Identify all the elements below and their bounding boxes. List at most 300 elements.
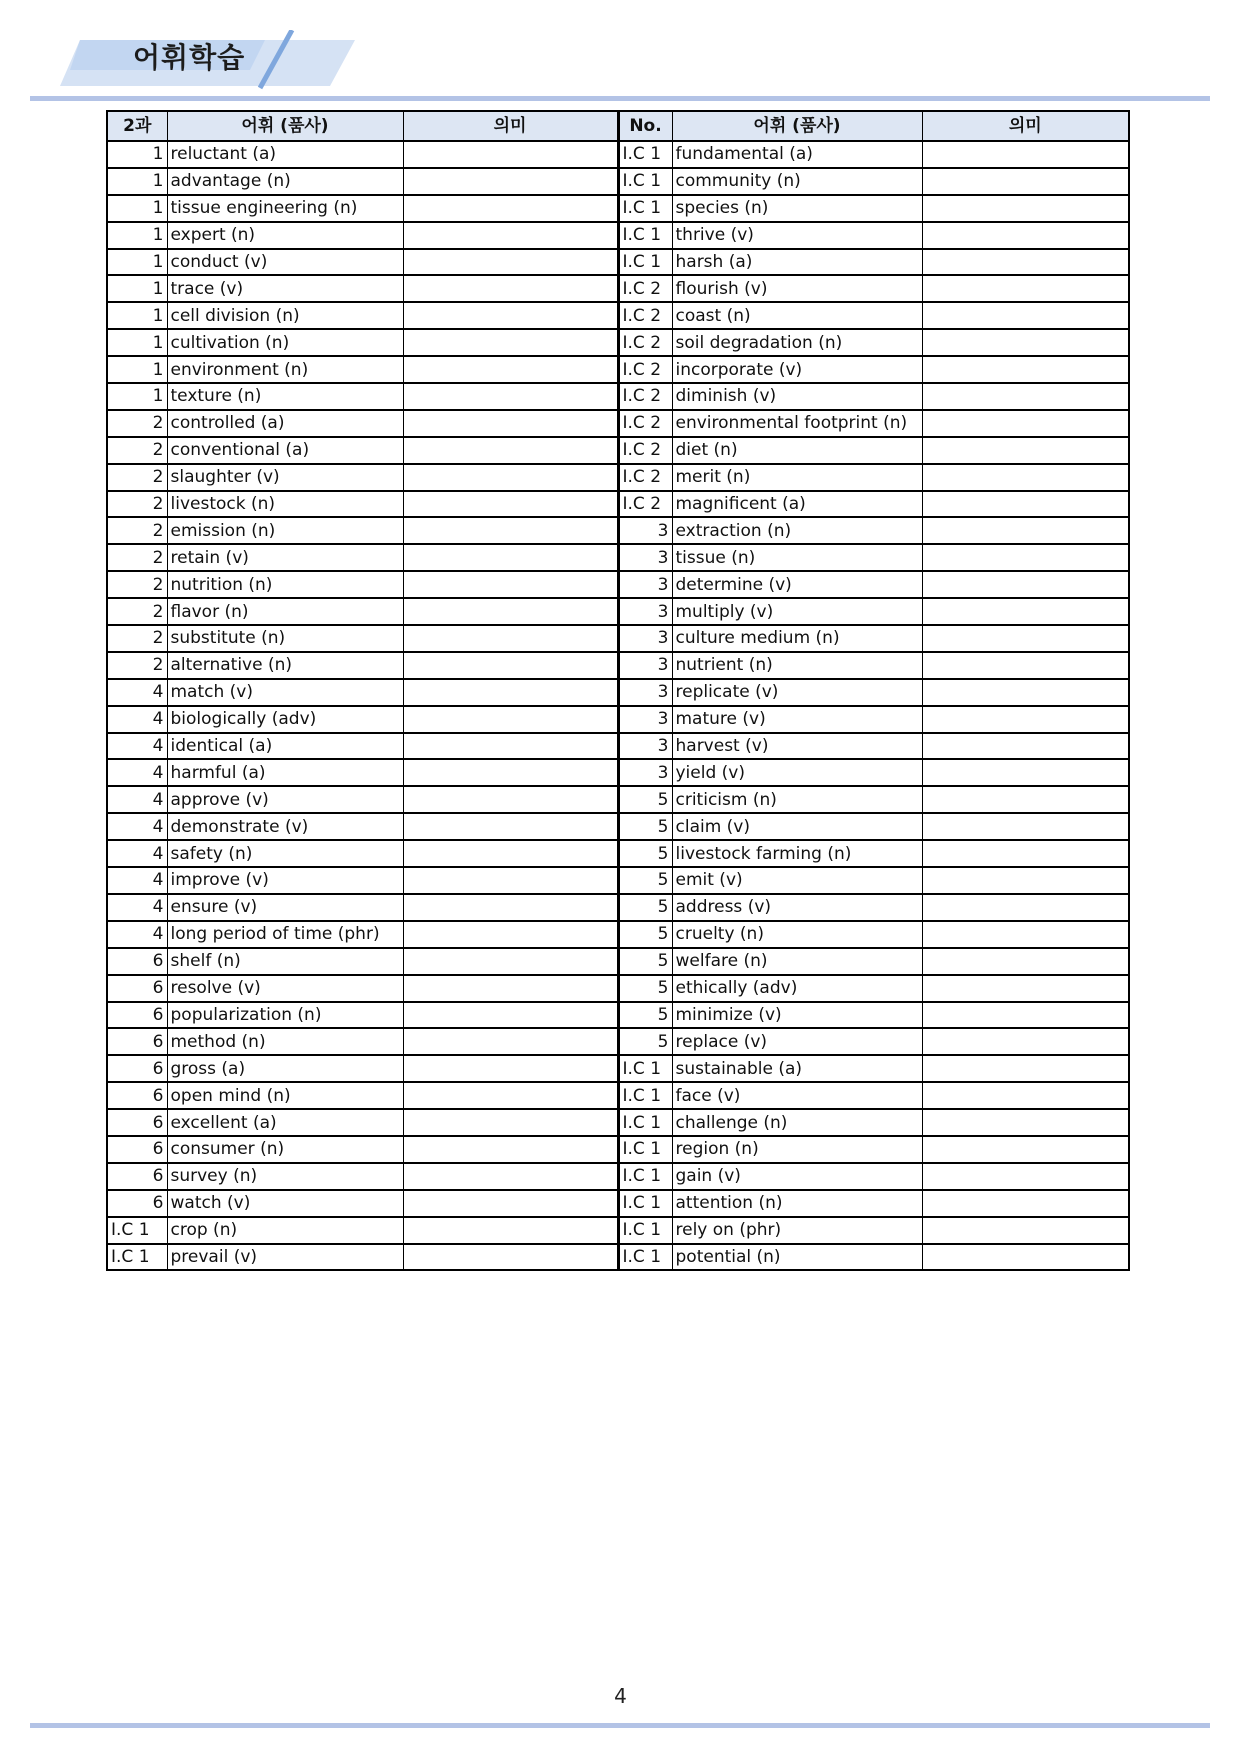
table-row [107,706,1129,733]
table-row [107,168,1129,195]
word-cell: culture medium (n) [672,625,922,652]
word-cell: texture (n) [167,383,403,410]
meaning-input-cell[interactable] [403,491,618,518]
number-cell: I.C 1 [618,168,672,195]
meaning-input-cell[interactable] [922,706,1129,733]
lesson-cell: 1 [107,356,167,383]
word-cell: open mind (n) [167,1082,403,1109]
lesson-cell: 2 [107,598,167,625]
meaning-input-cell[interactable] [922,491,1129,518]
number-cell: I.C 2 [618,437,672,464]
lesson-cell: 1 [107,249,167,276]
lesson-cell: 4 [107,759,167,786]
table-row [107,921,1129,948]
word-cell: fundamental (a) [672,141,922,168]
word-cell: extraction (n) [672,517,922,544]
word-cell: merit (n) [672,464,922,491]
meaning-input-cell[interactable] [403,544,618,571]
meaning-input-cell[interactable] [403,786,618,813]
number-cell: I.C 1 [618,249,672,276]
table-row [107,195,1129,222]
header-meaning-left: 의미 [403,111,618,141]
meaning-input-cell[interactable] [922,302,1129,329]
number-cell: 3 [618,571,672,598]
lesson-cell: 2 [107,491,167,518]
number-cell: 5 [618,840,672,867]
word-cell: harmful (a) [167,759,403,786]
word-cell: advantage (n) [167,168,403,195]
number-cell: I.C 2 [618,275,672,302]
meaning-input-cell[interactable] [922,222,1129,249]
meaning-input-cell[interactable] [922,1244,1129,1271]
meaning-input-cell[interactable] [922,1163,1129,1190]
table-row [107,759,1129,786]
meaning-input-cell[interactable] [922,894,1129,921]
number-cell: I.C 1 [618,1190,672,1217]
meaning-input-cell[interactable] [403,1190,618,1217]
meaning-input-cell[interactable] [922,275,1129,302]
meaning-input-cell[interactable] [922,813,1129,840]
word-cell: determine (v) [672,571,922,598]
table-body [107,141,1129,1270]
meaning-input-cell[interactable] [403,571,618,598]
number-cell: 5 [618,948,672,975]
number-cell: 3 [618,517,672,544]
meaning-input-cell[interactable] [922,1055,1129,1082]
meaning-input-cell[interactable] [403,867,618,894]
meaning-input-cell[interactable] [403,975,618,1002]
word-cell: controlled (a) [167,410,403,437]
word-cell: rely on (phr) [672,1217,922,1244]
word-cell: cultivation (n) [167,329,403,356]
meaning-input-cell[interactable] [403,1163,618,1190]
number-cell: 5 [618,975,672,1002]
meaning-input-cell[interactable] [403,921,618,948]
word-cell: prevail (v) [167,1244,403,1271]
meaning-input-cell[interactable] [403,464,618,491]
word-cell: method (n) [167,1028,403,1055]
meaning-input-cell[interactable] [403,356,618,383]
number-cell: I.C 1 [618,1244,672,1271]
header-vocab-left: 어휘 (품사) [167,111,403,141]
word-cell: substitute (n) [167,625,403,652]
meaning-input-cell[interactable] [922,329,1129,356]
meaning-input-cell[interactable] [922,410,1129,437]
word-cell: watch (v) [167,1190,403,1217]
word-cell: improve (v) [167,867,403,894]
word-cell: resolve (v) [167,975,403,1002]
meaning-input-cell[interactable] [922,571,1129,598]
table-row [107,1109,1129,1136]
lesson-cell: 4 [107,786,167,813]
number-cell: 3 [618,759,672,786]
number-cell: I.C 1 [618,1055,672,1082]
number-cell: I.C 2 [618,410,672,437]
number-cell: 5 [618,1002,672,1029]
lesson-cell: 4 [107,867,167,894]
word-cell: ensure (v) [167,894,403,921]
meaning-input-cell[interactable] [922,383,1129,410]
meaning-input-cell[interactable] [922,1082,1129,1109]
word-cell: potential (n) [672,1244,922,1271]
word-cell: soil degradation (n) [672,329,922,356]
table-row [107,383,1129,410]
meaning-input-cell[interactable] [403,1082,618,1109]
table-row [107,813,1129,840]
word-cell: coast (n) [672,302,922,329]
word-cell: mature (v) [672,706,922,733]
table-row [107,517,1129,544]
number-cell: I.C 1 [618,195,672,222]
lesson-cell: 1 [107,302,167,329]
word-cell: safety (n) [167,840,403,867]
word-cell: consumer (n) [167,1136,403,1163]
meaning-input-cell[interactable] [403,517,618,544]
number-cell: 3 [618,652,672,679]
word-cell: minimize (v) [672,1002,922,1029]
meaning-input-cell[interactable] [922,598,1129,625]
word-cell: crop (n) [167,1217,403,1244]
lesson-cell: 6 [107,1109,167,1136]
table-row [107,1163,1129,1190]
lesson-cell: 1 [107,275,167,302]
table-row [107,840,1129,867]
number-cell: I.C 2 [618,302,672,329]
meaning-input-cell[interactable] [403,759,618,786]
number-cell: I.C 1 [618,1082,672,1109]
number-cell: 3 [618,544,672,571]
table-row [107,975,1129,1002]
meaning-input-cell[interactable] [403,840,618,867]
lesson-cell: 2 [107,517,167,544]
word-cell: diet (n) [672,437,922,464]
number-cell: 3 [618,733,672,760]
meaning-input-cell[interactable] [403,1136,618,1163]
word-cell: incorporate (v) [672,356,922,383]
word-cell: species (n) [672,195,922,222]
header-lesson: 2과 [107,111,167,141]
word-cell: diminish (v) [672,383,922,410]
meaning-input-cell[interactable] [922,249,1129,276]
meaning-input-cell[interactable] [922,1002,1129,1029]
table-row [107,356,1129,383]
table-row [107,598,1129,625]
word-cell: gross (a) [167,1055,403,1082]
meaning-input-cell[interactable] [922,921,1129,948]
lesson-cell: 1 [107,383,167,410]
word-cell: approve (v) [167,786,403,813]
meaning-input-cell[interactable] [922,1190,1129,1217]
table-row [107,786,1129,813]
word-cell: claim (v) [672,813,922,840]
word-cell: excellent (a) [167,1109,403,1136]
lesson-cell: 4 [107,679,167,706]
number-cell: 5 [618,921,672,948]
word-cell: livestock (n) [167,491,403,518]
word-cell: match (v) [167,679,403,706]
meaning-input-cell[interactable] [922,544,1129,571]
number-cell: 3 [618,679,672,706]
number-cell: I.C 1 [618,1217,672,1244]
header-vocab-right: 어휘 (품사) [672,111,922,141]
meaning-input-cell[interactable] [403,894,618,921]
meaning-input-cell[interactable] [922,625,1129,652]
table-row [107,275,1129,302]
meaning-input-cell[interactable] [403,733,618,760]
lesson-cell: 2 [107,437,167,464]
meaning-input-cell[interactable] [922,975,1129,1002]
word-cell: alternative (n) [167,652,403,679]
meaning-input-cell[interactable] [403,437,618,464]
number-cell: 3 [618,598,672,625]
word-cell: identical (a) [167,733,403,760]
word-cell: region (n) [672,1136,922,1163]
header-meaning-right: 의미 [922,111,1129,141]
table-row [107,1028,1129,1055]
vocabulary-table [106,110,1130,1271]
meaning-input-cell[interactable] [403,1244,618,1271]
lesson-cell: 6 [107,1002,167,1029]
header-divider [30,96,1210,101]
word-cell: gain (v) [672,1163,922,1190]
number-cell: 5 [618,894,672,921]
word-cell: criticism (n) [672,786,922,813]
meaning-input-cell[interactable] [403,1028,618,1055]
word-cell: emission (n) [167,517,403,544]
lesson-cell: 1 [107,222,167,249]
word-cell: community (n) [672,168,922,195]
meaning-input-cell[interactable] [403,1217,618,1244]
word-cell: sustainable (a) [672,1055,922,1082]
word-cell: flavor (n) [167,598,403,625]
meaning-input-cell[interactable] [922,1217,1129,1244]
meaning-input-cell[interactable] [922,517,1129,544]
lesson-cell: 4 [107,921,167,948]
number-cell: 5 [618,1028,672,1055]
meaning-input-cell[interactable] [403,706,618,733]
meaning-input-cell[interactable] [403,302,618,329]
word-cell: popularization (n) [167,1002,403,1029]
lesson-cell: 1 [107,141,167,168]
number-cell: I.C 2 [618,383,672,410]
meaning-input-cell[interactable] [922,679,1129,706]
word-cell: multiply (v) [672,598,922,625]
number-cell: I.C 2 [618,356,672,383]
meaning-input-cell[interactable] [922,652,1129,679]
meaning-input-cell[interactable] [922,759,1129,786]
meaning-input-cell[interactable] [403,410,618,437]
meaning-input-cell[interactable] [403,383,618,410]
word-cell: replace (v) [672,1028,922,1055]
word-cell: face (v) [672,1082,922,1109]
word-cell: nutrition (n) [167,571,403,598]
lesson-cell: 4 [107,733,167,760]
table-row [107,1190,1129,1217]
word-cell: challenge (n) [672,1109,922,1136]
meaning-input-cell[interactable] [403,329,618,356]
word-cell: biologically (adv) [167,706,403,733]
word-cell: magnificent (a) [672,491,922,518]
lesson-cell: 6 [107,1163,167,1190]
meaning-input-cell[interactable] [403,141,618,168]
table-row [107,329,1129,356]
word-cell: long period of time (phr) [167,921,403,948]
meaning-input-cell[interactable] [922,464,1129,491]
meaning-input-cell[interactable] [922,840,1129,867]
lesson-cell: 6 [107,1190,167,1217]
word-cell: nutrient (n) [672,652,922,679]
table-row [107,1055,1129,1082]
meaning-input-cell[interactable] [922,733,1129,760]
word-cell: cell division (n) [167,302,403,329]
number-cell: I.C 1 [618,1109,672,1136]
word-cell: harvest (v) [672,733,922,760]
word-cell: thrive (v) [672,222,922,249]
lesson-cell: I.C 1 [107,1217,167,1244]
lesson-cell: 2 [107,544,167,571]
number-cell: I.C 1 [618,222,672,249]
footer-divider [30,1723,1210,1728]
meaning-input-cell[interactable] [403,222,618,249]
number-cell: 5 [618,786,672,813]
meaning-input-cell[interactable] [922,437,1129,464]
word-cell: trace (v) [167,275,403,302]
table-row [107,302,1129,329]
lesson-cell: 2 [107,464,167,491]
number-cell: I.C 1 [618,141,672,168]
meaning-input-cell[interactable] [922,1136,1129,1163]
table-row [107,141,1129,168]
lesson-cell: 4 [107,706,167,733]
table-row [107,249,1129,276]
word-cell: address (v) [672,894,922,921]
meaning-input-cell[interactable] [403,813,618,840]
word-cell: reluctant (a) [167,141,403,168]
table-row [107,652,1129,679]
table-row [107,1244,1129,1271]
word-cell: ethically (adv) [672,975,922,1002]
word-cell: flourish (v) [672,275,922,302]
meaning-input-cell[interactable] [922,867,1129,894]
meaning-input-cell[interactable] [922,948,1129,975]
word-cell: environment (n) [167,356,403,383]
number-cell: 5 [618,813,672,840]
lesson-cell: 4 [107,840,167,867]
word-cell: emit (v) [672,867,922,894]
word-cell: environmental footprint (n) [672,410,922,437]
table-row [107,867,1129,894]
word-cell: harsh (a) [672,249,922,276]
meaning-input-cell[interactable] [922,356,1129,383]
table-row [107,1082,1129,1109]
lesson-cell: 6 [107,975,167,1002]
meaning-input-cell[interactable] [403,948,618,975]
meaning-input-cell[interactable] [403,1109,618,1136]
meaning-input-cell[interactable] [403,275,618,302]
lesson-cell: 6 [107,1028,167,1055]
meaning-input-cell[interactable] [403,195,618,222]
table-row [107,1136,1129,1163]
word-cell: livestock farming (n) [672,840,922,867]
word-cell: cruelty (n) [672,921,922,948]
meaning-input-cell[interactable] [922,141,1129,168]
number-cell: 3 [618,625,672,652]
meaning-input-cell[interactable] [922,195,1129,222]
lesson-cell: 4 [107,894,167,921]
lesson-cell: 2 [107,625,167,652]
table-row [107,625,1129,652]
table-row [107,733,1129,760]
page-number: 4 [614,1684,627,1708]
word-cell: attention (n) [672,1190,922,1217]
lesson-cell: 2 [107,410,167,437]
word-cell: demonstrate (v) [167,813,403,840]
lesson-cell: I.C 1 [107,1244,167,1271]
page-title: 어휘학습 [133,41,246,74]
word-cell: welfare (n) [672,948,922,975]
lesson-cell: 6 [107,1082,167,1109]
meaning-input-cell[interactable] [403,1002,618,1029]
word-cell: conventional (a) [167,437,403,464]
table-row [107,437,1129,464]
lesson-cell: 1 [107,195,167,222]
lesson-cell: 1 [107,168,167,195]
word-cell: replicate (v) [672,679,922,706]
meaning-input-cell[interactable] [922,1109,1129,1136]
lesson-cell: 6 [107,1136,167,1163]
meaning-input-cell[interactable] [403,679,618,706]
table-row [107,894,1129,921]
lesson-cell: 2 [107,652,167,679]
table-header-row [107,111,1129,141]
lesson-cell: 1 [107,329,167,356]
word-cell: conduct (v) [167,249,403,276]
word-cell: retain (v) [167,544,403,571]
table-row [107,491,1129,518]
table-row [107,948,1129,975]
table-row [107,544,1129,571]
meaning-input-cell[interactable] [922,168,1129,195]
word-cell: yield (v) [672,759,922,786]
word-cell: shelf (n) [167,948,403,975]
meaning-input-cell[interactable] [403,652,618,679]
lesson-cell: 4 [107,813,167,840]
word-cell: survey (n) [167,1163,403,1190]
number-cell: I.C 2 [618,464,672,491]
meaning-input-cell[interactable] [403,1055,618,1082]
table-row [107,571,1129,598]
meaning-input-cell[interactable] [403,598,618,625]
meaning-input-cell[interactable] [922,1028,1129,1055]
number-cell: 3 [618,706,672,733]
word-cell: slaughter (v) [167,464,403,491]
lesson-cell: 2 [107,571,167,598]
word-cell: tissue (n) [672,544,922,571]
meaning-input-cell[interactable] [403,168,618,195]
table-row [107,679,1129,706]
header-number: No. [618,111,672,141]
number-cell: I.C 2 [618,491,672,518]
table-row [107,222,1129,249]
word-cell: tissue engineering (n) [167,195,403,222]
meaning-input-cell[interactable] [403,249,618,276]
meaning-input-cell[interactable] [922,786,1129,813]
number-cell: I.C 1 [618,1136,672,1163]
number-cell: I.C 2 [618,329,672,356]
table-row [107,410,1129,437]
meaning-input-cell[interactable] [403,625,618,652]
lesson-cell: 6 [107,948,167,975]
